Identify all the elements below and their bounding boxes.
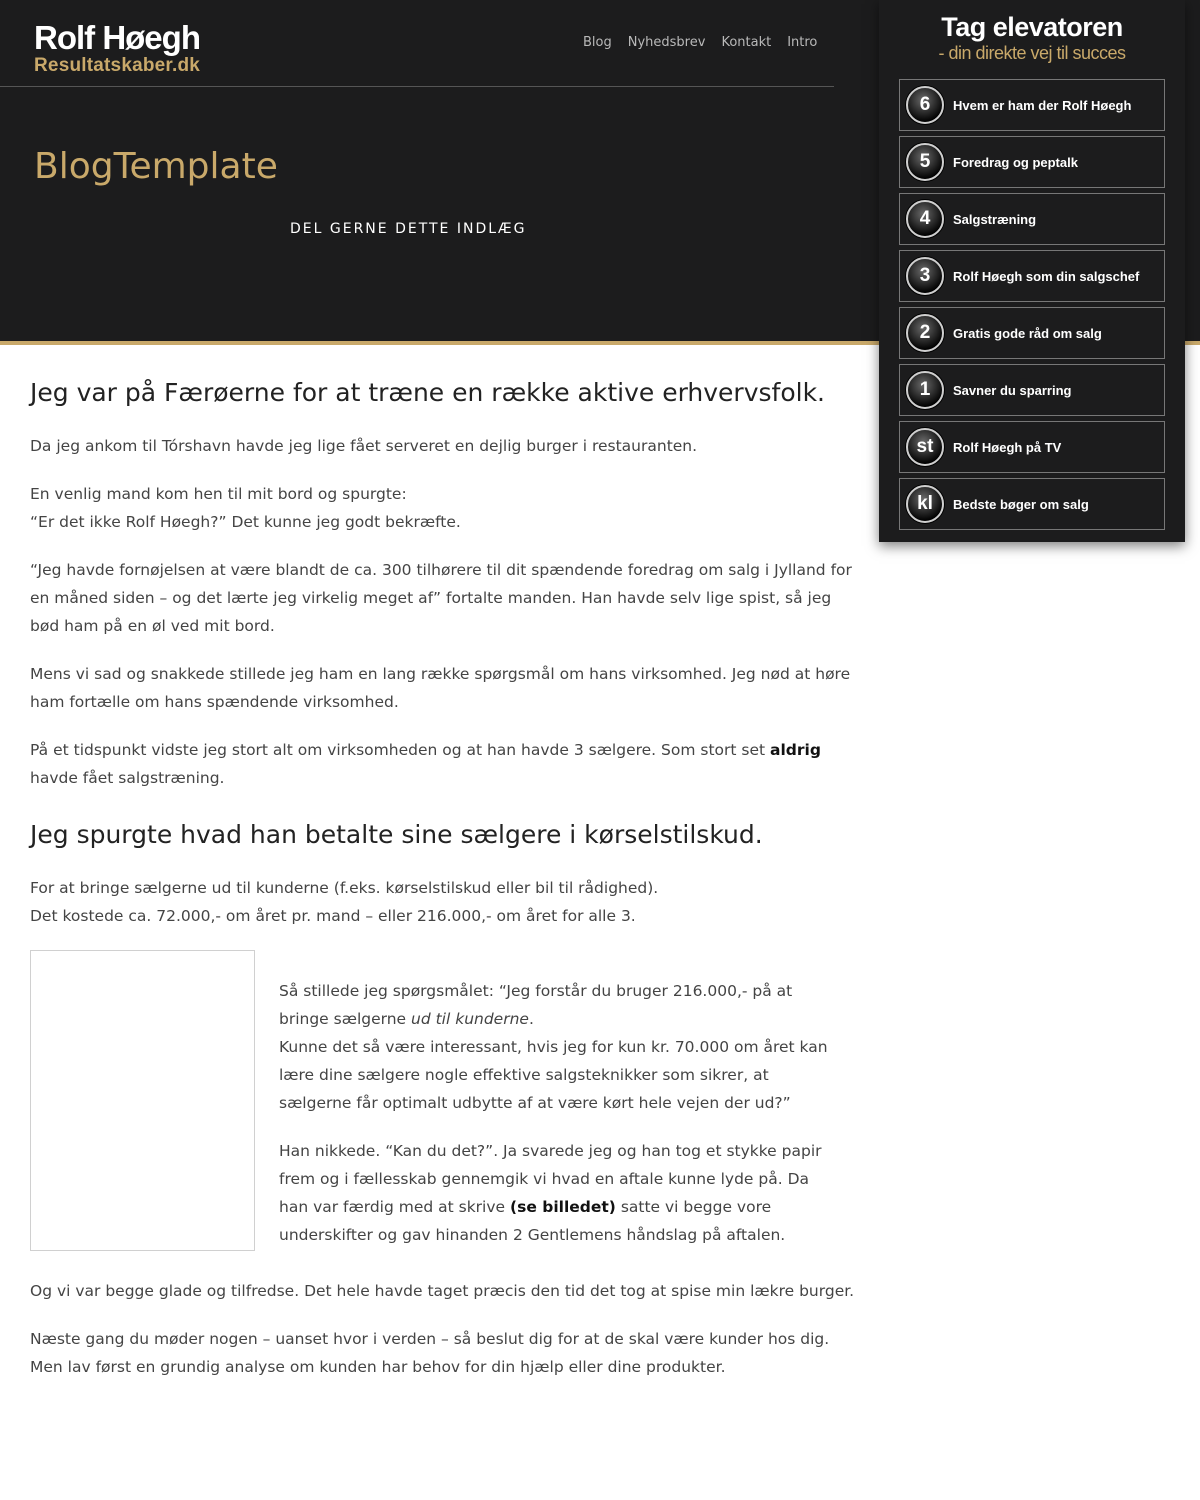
paragraph-6 (30, 874, 860, 930)
paragraph-9: Og vi var begge glade og tilfredse. Det hele havde taget præcis den tid det tog at spise min lækre burger. (30, 1282, 855, 1300)
elevator-item-1[interactable] (899, 364, 1165, 416)
elevator-item-label: Foredrag og peptalk (953, 154, 1078, 170)
elevator-list (899, 79, 1165, 535)
paragraph-6-line-2: Det kostede ca. 72.000,- om året pr. mand – eller 216.000,- om året for alle 3. (30, 907, 636, 925)
floor-badge-4: 4 (906, 200, 944, 238)
site-logo[interactable] (34, 20, 200, 76)
paragraph-5-bold: aldrig (770, 741, 821, 759)
floor-badge-6: 6 (906, 86, 944, 124)
article-heading-2: Jeg spurgte hvad han betalte sine sælgere i kørselstilskud. (30, 820, 763, 849)
elevator-item-label: Bedste bøger om salg (953, 496, 1089, 512)
paragraph-10-line-2: Men lav først en grundig analyse om kunden har behov for din hjælp eller dine produkter. (30, 1358, 726, 1376)
article-content (30, 370, 860, 1401)
paragraph-5-a: På et tidspunkt vidste jeg stort alt om virksomheden og at han havde 3 sælgere. Som stort set (30, 741, 771, 759)
header-divider (0, 86, 834, 87)
paragraph-6-line-1: For at bringe sælgerne ud til kunderne (f.eks. kørselstilskud eller bil til rådighed). (30, 879, 659, 897)
floor-badge-kl: kl (906, 485, 944, 523)
floor-badge-2: 2 (906, 314, 944, 352)
paragraph-1: Da jeg ankom til Tórshavn havde jeg lige fået serveret en dejlig burger i restauranten. (30, 437, 698, 455)
paragraph-2 (30, 480, 860, 536)
main-nav (583, 35, 817, 50)
nav-intro[interactable]: Intro (787, 35, 818, 50)
paragraph-2-line-2: “Er det ikke Rolf Høegh?” Det kunne jeg godt bekræfte. (30, 513, 461, 531)
paragraph-10 (30, 1325, 860, 1381)
elevator-item-4[interactable] (899, 193, 1165, 245)
floor-badge-3: 3 (906, 257, 944, 295)
paragraph-2-line-1: En venlig mand kom hen til mit bord og spurgte: (30, 485, 407, 503)
elevator-item-6[interactable] (899, 79, 1165, 131)
widget-title: Tag elevatoren (941, 12, 1123, 42)
paragraph-4: Mens vi sad og snakkede stillede jeg ham en lang række spørgsmål om hans virksomhed. Jeg nød at høre ham fortælle om hans spændende virksomhed. (30, 665, 851, 711)
floor-badge-1: 1 (906, 371, 944, 409)
paragraph-8-bold: (se billedet) (510, 1198, 616, 1216)
elevator-item-st[interactable] (899, 421, 1165, 473)
media-text (255, 950, 835, 1269)
share-label: DEL GERNE DETTE INDLÆG (290, 221, 527, 237)
agreement-image-placeholder[interactable] (30, 950, 255, 1251)
paragraph-8-a: Han nikkede. “Kan du det?”. Ja svarede jeg og han tog et stykke papir frem og i fællesskab gennemgik vi hvad en aftale kunne lyde på. Da han var færdig med at skrive (279, 1142, 822, 1216)
nav-blog[interactable]: Blog (583, 35, 612, 50)
floor-badge-st: st (906, 428, 944, 466)
paragraph-8-b: satte vi begge vore underskifter og gav hinanden 2 Gentlemens håndslag på aftalen. (279, 1198, 786, 1244)
widget-subtitle: - din direkte vej til succes (938, 43, 1126, 63)
elevator-item-3[interactable] (899, 250, 1165, 302)
paragraph-7-b: . (528, 1010, 534, 1028)
nav-kontakt[interactable]: Kontakt (721, 35, 772, 50)
elevator-item-label: Savner du sparring (953, 382, 1072, 398)
paragraph-3: “Jeg havde fornøjelsen at være blandt de ca. 300 tilhørere til dit spændende foredrag om salg i Jylland for en måned siden – og det lærte jeg virkelig meget af” fortalte manden. Han havde selv lige spist, så jeg bød ham på en øl ved mit bord. (30, 561, 852, 635)
floor-badge-5: 5 (906, 143, 944, 181)
paragraph-5-b: havde fået salgstræning. (30, 769, 225, 787)
article-heading-1: Jeg var på Færøerne for at træne en række aktive erhvervsfolk. (30, 378, 825, 407)
paragraph-8 (279, 1137, 835, 1249)
elevator-item-label: Hvem er ham der Rolf Høegh (953, 97, 1132, 113)
logo-name: Rolf Høegh (34, 19, 200, 56)
elevator-item-label: Rolf Høegh som din salgschef (953, 268, 1140, 284)
elevator-item-kl[interactable] (899, 478, 1165, 530)
paragraph-7-italic: ud til kunderne (411, 1010, 529, 1028)
elevator-item-label: Salgstræning (953, 211, 1037, 227)
elevator-widget (879, 0, 1185, 542)
paragraph-5 (30, 736, 860, 792)
elevator-item-label: Rolf Høegh på TV (953, 439, 1062, 455)
elevator-item-2[interactable] (899, 307, 1165, 359)
page-title: BlogTemplate (34, 146, 278, 187)
media-block (30, 950, 860, 1269)
nav-nyhedsbrev[interactable]: Nyhedsbrev (627, 35, 706, 50)
paragraph-10-line-1: Næste gang du møder nogen – uanset hvor i verden – så beslut dig for at de skal være kunder hos dig. (30, 1330, 830, 1348)
elevator-item-5[interactable] (899, 136, 1165, 188)
paragraph-7-c: Kunne det så være interessant, hvis jeg for kun kr. 70.000 om året kan lære dine sælgere nogle effektive salgsteknikker som sikrer, at sælgerne får optimalt udbytte af at være kørt hele vejen der ud?” (279, 1038, 828, 1112)
elevator-item-label: Gratis gode råd om salg (953, 325, 1102, 341)
logo-subtitle: Resultatskaber.dk (34, 55, 201, 76)
paragraph-7-a: Så stillede jeg spørgsmålet: “Jeg forstår du bruger 216.000,- på at bringe sælgerne (279, 982, 793, 1028)
paragraph-7 (279, 977, 835, 1117)
